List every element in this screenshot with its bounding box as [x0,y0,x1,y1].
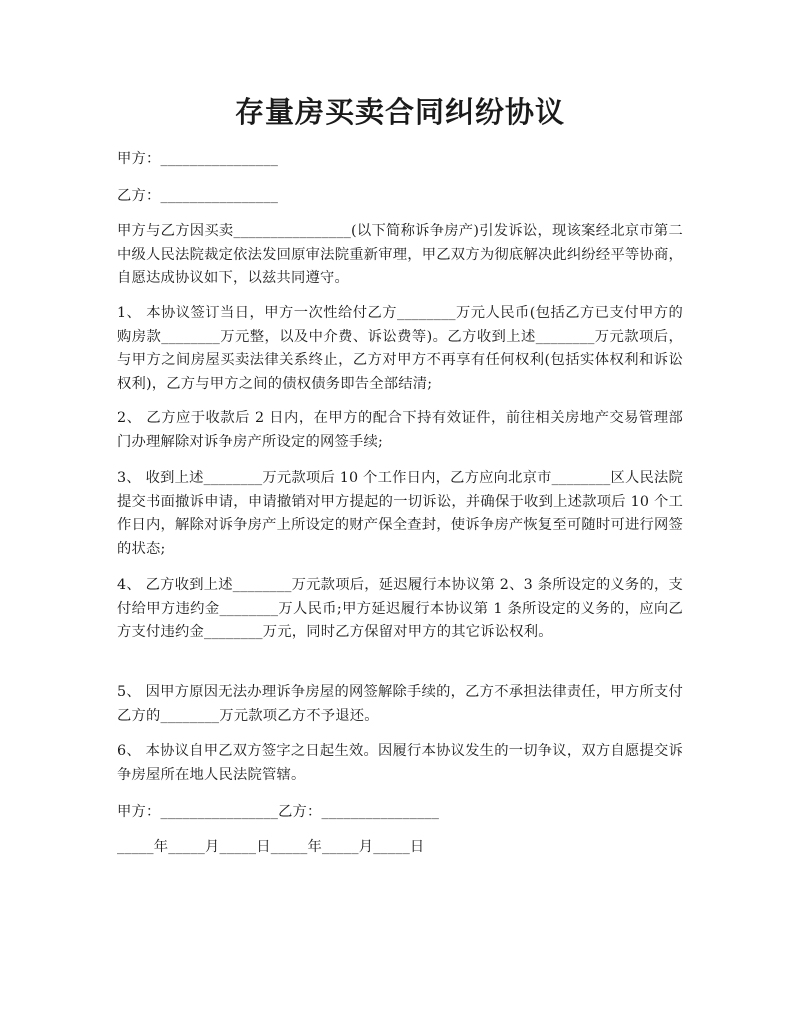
intro-paragraph: 甲方与乙方因买卖________________(以下简称诉争房产)引发诉讼，现该案经北京市第二中级人民法院裁定依法发回原审法院重新审理，甲乙双方为彻底解决此纠纷经平等协商，自愿达成协议如下，以兹共同遵守。 [117,223,683,286]
document-title: 存量房买卖合同纠纷协议 [234,95,565,129]
date-line: _____年_____月_____日_____年_____月_____日 [117,839,425,855]
party-a-line: 甲方：________________ [117,151,279,167]
signature-line: 甲方：________________乙方：________________ [117,804,440,820]
party-b-line: 乙方：________________ [117,188,279,204]
clause-4: 4、 乙方收到上述________万元款项后，延迟履行本协议第 2、3 条所设定的义务的，支付给甲方违约金________万人民币;甲方延迟履行本协议第 1 条所设定的义务的，应向乙方支付违约金________万元，同时乙方保留对甲方的其它诉讼权利。 [117,577,683,640]
clause-2: 2、 乙方应于收款后 2 日内，在甲方的配合下持有效证件，前往相关房地产交易管理部门办理解除对诉争房产所设定的网签手续; [117,410,683,450]
clause-6: 6、 本协议自甲乙双方签字之日起生效。因履行本协议发生的一切争议，双方自愿提交诉争房屋所在地人民法院管辖。 [117,743,683,783]
clause-1: 1、 本协议签订当日，甲方一次性给付乙方________万元人民币(包括乙方已支付甲方的购房款________万元整，以及中介费、诉讼费等)。乙方收到上述________万元款项后，与甲方之间房屋买卖法律关系终止，乙方对甲方不再享有任何权利(包括实体权利和诉讼权利)，乙方与甲方之间的债权债务即告全部结清; [117,305,683,392]
clause-3: 3、 收到上述________万元款项后 10 个工作日内，乙方应向北京市________区人民法院提交书面撤诉申请，申请撤销对甲方提起的一切诉讼，并确保于收到上述款项后 10 个工作日内，解除对诉争房产上所设定的财产保全查封，使诉争房产恢复至可随时可进行网签的状态; [117,470,683,557]
clause-5: 5、 因甲方原因无法办理诉争房屋的网签解除手续的，乙方不承担法律责任，甲方所支付乙方的________万元款项乙方不予退还。 [117,684,683,724]
